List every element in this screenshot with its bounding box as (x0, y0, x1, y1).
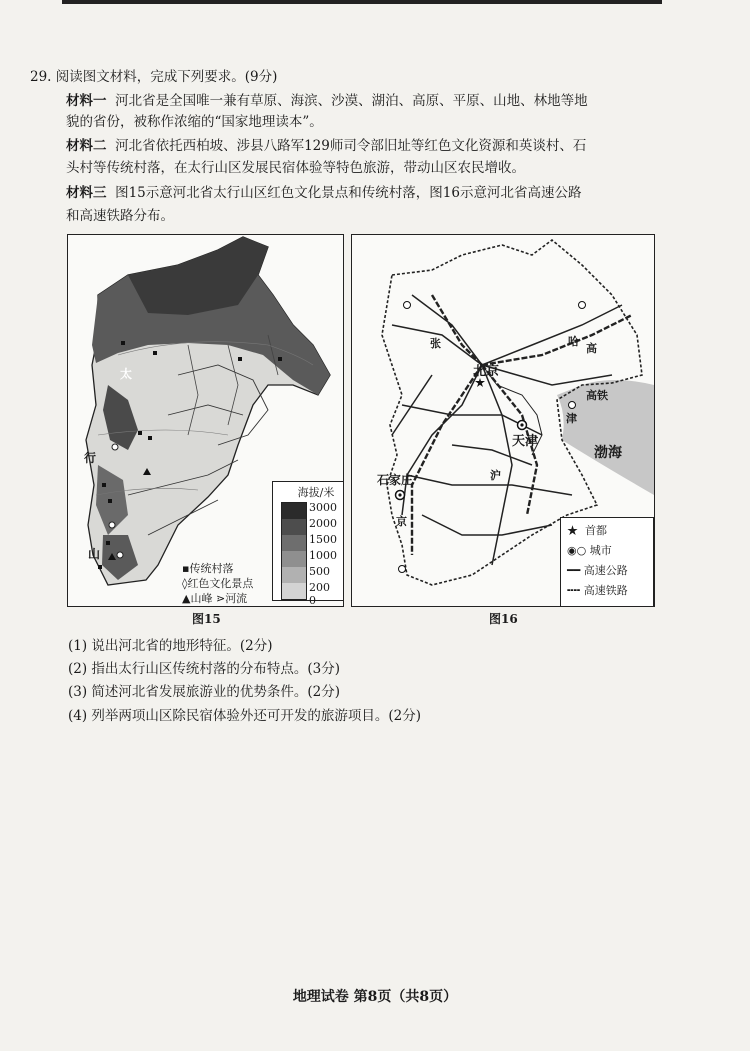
rail-label: 沪 (490, 469, 501, 482)
legend-capital-label: 首都 (585, 524, 607, 537)
elevation-level-2000: 2000 (309, 517, 337, 530)
elevation-legend-title: 海拔/米 (297, 486, 335, 499)
elevation-color-ramp (281, 502, 307, 600)
legend-capital: ★ 首都 (567, 524, 607, 537)
legend-railway-label: 高速铁路 (583, 584, 628, 597)
top-edge-bar (62, 0, 662, 4)
mountain-label-shan: 山 (88, 547, 101, 561)
figure-16-caption: 图16 (489, 612, 518, 626)
ramp-swatch (282, 551, 306, 567)
rail-label: 高铁 (586, 389, 608, 402)
subquestion-1: (1) 说出河北省的地形特征。(2分) (68, 638, 273, 654)
legend-highway: ━━ 高速公路 (567, 564, 628, 577)
ramp-swatch (282, 535, 306, 551)
page-footer: 地理试卷 第8页（共8页） (292, 989, 458, 1005)
subquestion-2: (2) 指出太行山区传统村落的分布特点。(3分) (68, 661, 341, 677)
rail-label: 津 (566, 412, 577, 425)
figure-15-terrain-map (67, 234, 344, 607)
material-2-text-1: 河北省依托西柏坡、涉县八路军129师司令部旧址等红色文化资源和英谈村、石 (115, 138, 587, 154)
ramp-swatch (282, 583, 306, 599)
legend-red-site: ◊红色文化景点 (182, 577, 254, 590)
material-3-line-2: 和高速铁路分布。 (66, 208, 174, 224)
tianjin-label: 天津 (512, 434, 539, 449)
material-2-line-2: 头村等传统村落，在太行山区发展民宿体验等特色旅游，带动山区农民增收。 (66, 160, 525, 176)
material-3-label: 材料三 (66, 185, 107, 201)
material-1-text-1: 河北省是全国唯一兼有草原、海滨、沙漠、湖泊、高原、平原、山地、林地等地 (115, 93, 588, 109)
rail-label: 高 (586, 342, 597, 355)
elevation-level-200: 200 (309, 581, 330, 594)
legend-railway: ╍╍ 高速铁路 (567, 584, 628, 597)
ramp-swatch (282, 519, 306, 535)
subquestion-3: (3) 简述河北省发展旅游业的优势条件。(2分) (68, 684, 341, 700)
elevation-level-500: 500 (309, 565, 330, 578)
material-3-line-1 (66, 183, 581, 203)
legend-peak-label: 山峰 (190, 592, 213, 605)
figure-16-transport-map (351, 234, 655, 607)
material-1-label: 材料一 (66, 93, 107, 109)
material-2-line-1 (66, 136, 586, 156)
figure-15-caption: 图15 (192, 612, 221, 626)
legend-village-label: 传统村落 (189, 562, 234, 575)
ramp-swatch (282, 503, 306, 519)
rail-label: 张 (430, 337, 441, 350)
mountain-label-hang: 行 (84, 451, 97, 465)
rail-label: 哈 (568, 335, 579, 348)
material-3-text-1: 图15示意河北省太行山区红色文化景点和传统村落，图16示意河北省高速公路 (115, 185, 582, 201)
bohai-sea-label: 渤海 (594, 445, 622, 461)
mountain-label-tai: 太 (120, 367, 133, 381)
elevation-level-1000: 1000 (309, 549, 337, 562)
ramp-swatch (282, 567, 306, 583)
symbol-legend (182, 561, 253, 606)
legend-red-site-label: 红色文化景点 (187, 577, 254, 590)
legend-city: ◉○ 城市 (567, 544, 612, 557)
elevation-level-0: 0 (309, 594, 316, 607)
legend-village: ▪传统村落 (182, 562, 234, 575)
material-2-label: 材料二 (66, 138, 107, 154)
subquestion-4: (4) 列举两项山区除民宿体验外还可开发的旅游项目。(2分) (68, 708, 422, 724)
legend-city-label: 城市 (589, 544, 612, 557)
legend-highway-label: 高速公路 (583, 564, 628, 577)
shijiazhuang-label: 石家庄 (377, 473, 414, 487)
legend-peak-river: ▲山峰 ⋗河流 (182, 592, 248, 605)
elevation-legend (272, 481, 344, 607)
beijing-label: 北京 (473, 364, 500, 379)
material-1-line-2: 貌的省份，被称作浓缩的“国家地理读本”。 (66, 114, 323, 130)
legend-river-label: 河流 (225, 592, 248, 605)
material-1-line-1 (66, 91, 588, 111)
question-heading: 29. 阅读图文材料，完成下列要求。(9分) (30, 69, 278, 85)
elevation-level-1500: 1500 (309, 533, 337, 546)
rail-label: 京 (396, 515, 407, 528)
elevation-level-3000: 3000 (309, 501, 337, 514)
transport-legend (560, 517, 654, 607)
